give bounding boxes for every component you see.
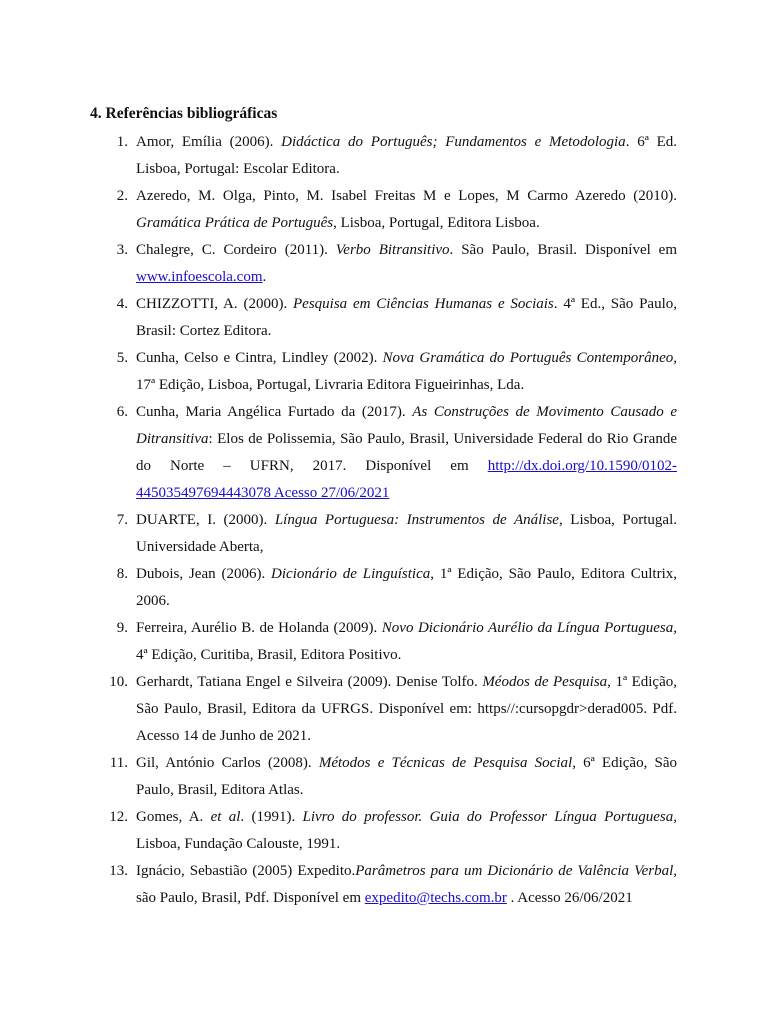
reference-segment: Dubois, Jean (2006). bbox=[136, 566, 272, 582]
reference-segment: . bbox=[262, 269, 267, 285]
reference-item bbox=[0, 669, 768, 750]
reference-number: 9. bbox=[116, 620, 128, 636]
reference-segment: Cunha, Maria Angélica Furtado da (2017). bbox=[136, 404, 413, 420]
reference-segment: , 17ª Edição, Lisboa, Portugal, Livraria Editora Figueirinhas, Lda. bbox=[136, 350, 677, 393]
reference-text bbox=[136, 669, 677, 750]
reference-text bbox=[136, 804, 677, 858]
reference-text bbox=[136, 561, 677, 615]
reference-item bbox=[0, 345, 768, 399]
reference-segment: . 4ª Ed., São Paulo, Brasil: Cortez Editora. bbox=[136, 296, 677, 339]
reference-list bbox=[0, 129, 768, 912]
reference-segment: , 1ª Edição, São Paulo, Brasil, Editora da UFRGS. Disponível em: https//:cursopgdr>derad005. Pdf. Acesso 14 de Junho de 2021. bbox=[136, 674, 677, 744]
reference-item bbox=[0, 858, 768, 912]
reference-segment: . São Paulo, Brasil. Disponível em bbox=[449, 242, 678, 258]
reference-segment: , 4ª Edição, Curitiba, Brasil, Editora Positivo. bbox=[136, 620, 677, 663]
reference-text bbox=[136, 345, 677, 399]
reference-segment: , Lisboa, Portugal. Universidade Aberta, bbox=[136, 512, 677, 555]
reference-title: Gramática Prática de Português bbox=[136, 215, 334, 231]
reference-title: Pesquisa em Ciências Humanas e Sociais bbox=[293, 296, 554, 312]
reference-segment: Gil, António Carlos (2008). bbox=[136, 755, 319, 771]
reference-segment: Chalegre, C. Cordeiro (2011). bbox=[136, 242, 336, 258]
reference-text bbox=[136, 507, 677, 561]
reference-segment: . (1991). bbox=[240, 809, 303, 825]
section-heading: 4. Referências bibliográficas bbox=[90, 105, 278, 122]
reference-title: Parâmetros para um Dicionário de Valência Verbal, bbox=[355, 863, 677, 879]
reference-item bbox=[0, 804, 768, 858]
reference-item bbox=[0, 399, 768, 507]
reference-title: Didáctica do Português; Fundamentos e Metodologia bbox=[281, 134, 626, 150]
reference-segment: Azeredo, M. Olga, Pinto, M. Isabel Freitas M e Lopes, M Carmo Azeredo (2010). bbox=[136, 188, 677, 204]
reference-number: 7. bbox=[116, 512, 128, 528]
reference-text bbox=[136, 858, 677, 912]
reference-link[interactable]: http://dx.doi.org/10.1590/0102-445035497694443078 Acesso 27/06/2021 bbox=[136, 458, 677, 501]
reference-text bbox=[136, 129, 677, 183]
reference-segment: Ignácio, Sebastião (2005) Expedito. bbox=[136, 863, 356, 879]
reference-segment: , 1ª Edição, São Paulo, Editora Cultrix, 2006. bbox=[136, 566, 678, 609]
reference-text bbox=[136, 399, 677, 507]
reference-number: 10. bbox=[109, 674, 128, 690]
reference-item bbox=[0, 750, 768, 804]
reference-text bbox=[136, 615, 677, 669]
reference-number: 3. bbox=[116, 242, 128, 258]
reference-link[interactable]: expedito@techs.com.br bbox=[364, 890, 507, 906]
reference-text bbox=[136, 750, 677, 804]
reference-segment: . Acesso 26/06/2021 bbox=[506, 890, 633, 906]
reference-segment: Cunha, Celso e Cintra, Lindley (2002). bbox=[136, 350, 383, 366]
reference-segment: Gerhardt, Tatiana Engel e Silveira (2009). Denise Tolfo. bbox=[136, 674, 483, 690]
reference-segment: Gomes, A. bbox=[136, 809, 211, 825]
reference-item bbox=[0, 237, 768, 291]
reference-segment: Lisboa, Fundação Calouste, 1991. bbox=[136, 836, 341, 852]
reference-number: 1. bbox=[116, 134, 128, 150]
reference-title: Novo Dicionário Aurélio da Língua Portuguesa bbox=[381, 620, 674, 636]
reference-title: Métodos e Técnicas de Pesquisa Social bbox=[318, 755, 573, 771]
reference-item bbox=[0, 183, 768, 237]
reference-item bbox=[0, 129, 768, 183]
reference-number: 5. bbox=[116, 350, 128, 366]
reference-title: Língua Portuguesa: Instrumentos de Análise bbox=[274, 512, 559, 528]
reference-number: 6. bbox=[116, 404, 128, 420]
reference-item bbox=[0, 291, 768, 345]
reference-text bbox=[136, 237, 677, 291]
reference-title: Nova Gramática do Português Contemporâneo bbox=[382, 350, 674, 366]
reference-text bbox=[136, 183, 677, 237]
reference-title: Méodos de Pesquisa bbox=[482, 674, 608, 690]
reference-item bbox=[0, 507, 768, 561]
reference-title: Dicionário de Linguística bbox=[271, 566, 431, 582]
reference-number: 4. bbox=[116, 296, 128, 312]
reference-segment: : Elos de Polissemia, São Paulo, Brasil, Universidade Federal do Rio Grande do Norte – UFRN, 2017. Disponível em bbox=[136, 431, 677, 474]
reference-number: 2. bbox=[116, 188, 128, 204]
reference-title: et al bbox=[210, 809, 241, 825]
reference-segment: , Lisboa, Portugal, Editora Lisboa. bbox=[333, 215, 540, 231]
reference-number: 12. bbox=[109, 809, 128, 825]
reference-item bbox=[0, 561, 768, 615]
reference-link[interactable]: www.infoescola.com bbox=[136, 269, 263, 285]
reference-title: As Construções de Movimento Causado e Ditransitiva bbox=[136, 404, 678, 447]
reference-segment: são Paulo, Brasil, Pdf. Disponível em bbox=[136, 890, 365, 906]
reference-text bbox=[136, 291, 677, 345]
reference-segment: , 6ª Edição, São Paulo, Brasil, Editora Atlas. bbox=[136, 755, 677, 798]
reference-number: 8. bbox=[116, 566, 128, 582]
reference-title: Verbo Bitransitivo bbox=[335, 242, 450, 258]
reference-title: Livro do professor. Guia do Professor Língua Portuguesa, bbox=[302, 809, 677, 825]
reference-number: 13. bbox=[109, 863, 128, 879]
reference-item bbox=[0, 615, 768, 669]
reference-segment: Amor, Emília (2006). bbox=[136, 134, 282, 150]
reference-segment: . 6ª Ed. Lisboa, Portugal: Escolar Editora. bbox=[136, 134, 677, 177]
reference-segment: Ferreira, Aurélio B. de Holanda (2009). bbox=[136, 620, 382, 636]
reference-segment: CHIZZOTTI, A. (2000). bbox=[136, 296, 294, 312]
reference-segment: DUARTE, I. (2000). bbox=[136, 512, 275, 528]
reference-number: 11. bbox=[109, 755, 128, 771]
